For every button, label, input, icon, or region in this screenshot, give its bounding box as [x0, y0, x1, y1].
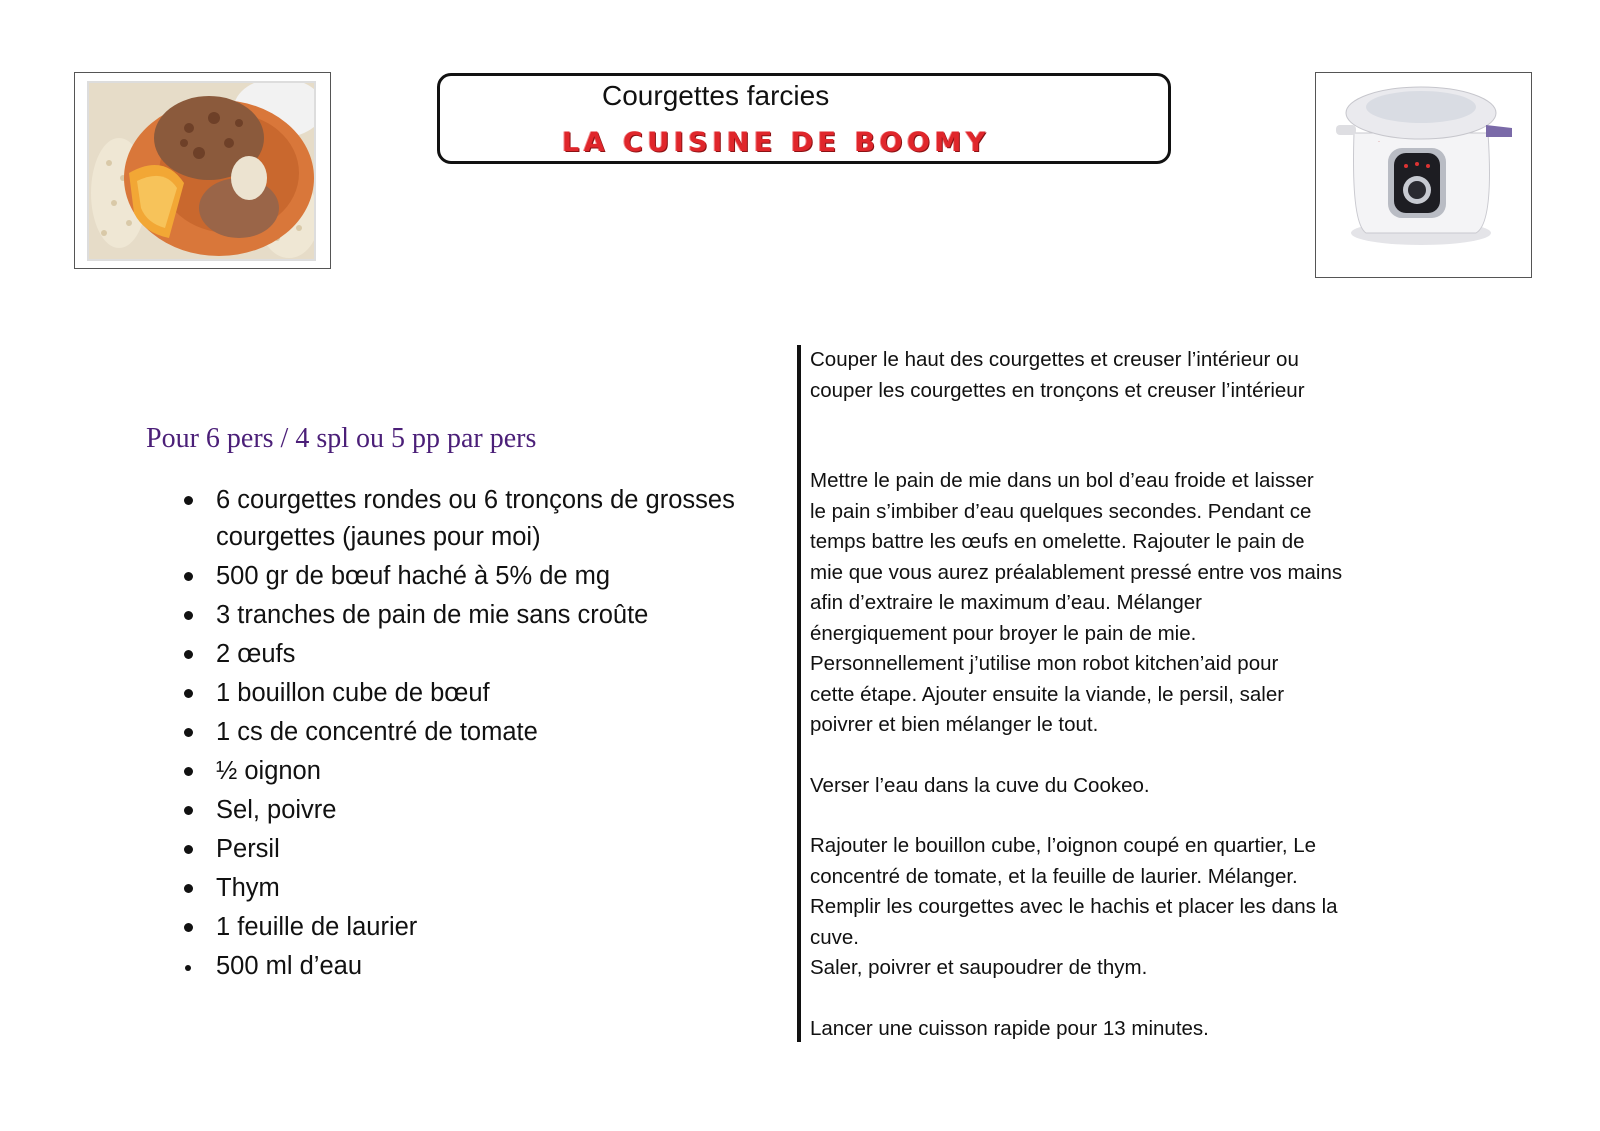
- step-paragraph: Lancer une cuisson rapide pour 13 minutes.: [810, 1016, 1209, 1040]
- step-paragraph: Verser l’eau dans la cuve du Cookeo.: [810, 773, 1150, 797]
- ingredient-item: 2 œufs: [182, 636, 787, 673]
- dish-photo: [87, 81, 316, 261]
- ingredient-item: 3 tranches de pain de mie sans croûte: [182, 597, 787, 634]
- cooker-photo-frame: [1315, 72, 1532, 278]
- step-paragraph: Rajouter le bouillon cube, l’oignon coupé en quartier, Le concentré de tomate, et la feuille de laurier. Mélanger. Remplir les courgettes avec le hachis et placer les dans la cuve. Saler, poivrer et saupoudrer de thym.: [810, 834, 1338, 979]
- step-paragraph: Mettre le pain de mie dans un bol d’eau froide et laisser le pain s’imbiber d’eau quelques secondes. Pendant ce temps battre les œufs en omelette. Rajouter le pain de mie que vous aurez préalablement pressé entre vos mains afin d’extraire le maximum d’eau. Mélanger énergiquement pour broyer le pain de mie. Personnellement j’utilise mon robot kitchen’aid pour cette étape. Ajouter ensuite la viande, le persil, saler poivrer et bien mélanger le tout.: [810, 469, 1343, 736]
- ingredient-item: ½ oignon: [182, 753, 787, 790]
- ingredient-item: 1 feuille de laurier: [182, 909, 787, 946]
- dish-photo-frame: [74, 72, 331, 269]
- ingredient-item: 6 courgettes rondes ou 6 tronçons de grosses courgettes (jaunes pour moi): [182, 482, 787, 556]
- title-box: [437, 73, 1171, 164]
- ingredient-item: 1 bouillon cube de bœuf: [182, 675, 787, 712]
- step-paragraph: Couper le haut des courgettes et creuser l’intérieur ou couper les courgettes en tronçons et creuser l’intérieur: [810, 348, 1305, 402]
- ingredient-item: 500 gr de bœuf haché à 5% de mg: [182, 558, 787, 595]
- stuffed-courgette-illustration: [89, 83, 314, 259]
- site-name: LA CUISINE DE BOOMY: [562, 127, 990, 158]
- preparation-steps: [810, 345, 1410, 1044]
- svg-text:·: ·: [1378, 139, 1380, 145]
- ingredient-item: Sel, poivre: [182, 792, 787, 829]
- column-divider: [797, 345, 801, 1042]
- ingredient-item: Persil: [182, 831, 787, 868]
- ingredient-item: 1 cs de concentré de tomate: [182, 714, 787, 751]
- recipe-title: Courgettes farcies: [602, 80, 830, 111]
- ingredient-item: 500 ml d’eau: [182, 948, 787, 985]
- servings-info: Pour 6 pers / 4 spl ou 5 pp par pers: [146, 423, 537, 454]
- ingredient-item: Thym: [182, 870, 787, 907]
- ingredients-list: [182, 482, 787, 987]
- pressure-cooker-icon: [1316, 73, 1531, 277]
